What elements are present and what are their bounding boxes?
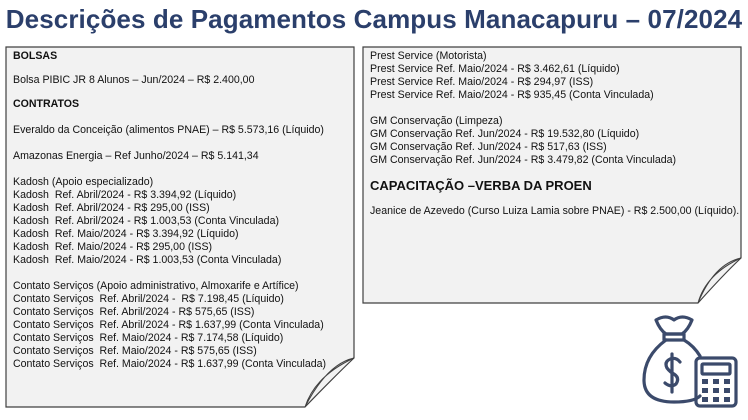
contato-line: Contato Serviços Ref. Maio/2024 - R$ 575,65 (ISS)	[13, 345, 257, 357]
prest-line: Prest Service Ref. Maio/2024 - R$ 3.462,61 (Líquido)	[370, 63, 620, 75]
contato-line: Contato Serviços Ref. Maio/2024 - R$ 7.174,58 (Líquido)	[13, 332, 284, 344]
left-note-content	[13, 50, 326, 371]
prest-line: Prest Service Ref. Maio/2024 - R$ 294,97 (ISS)	[370, 76, 594, 88]
gm-line: GM Conservação Ref. Jun/2024 - R$ 19.532,80 (Líquido)	[370, 128, 640, 140]
contato-line: Contato Serviços Ref. Abril/2024 - R$ 1.637,99 (Conta Vinculada)	[13, 319, 324, 331]
contratos-heading: CONTRATOS	[13, 98, 80, 110]
contato-line: Contato Serviços (Apoio administrativo, Almoxarife e Artífice)	[13, 280, 299, 292]
kadosh-line: Kadosh Ref. Maio/2024 - R$ 295,00 (ISS)	[13, 241, 213, 253]
gm-block	[370, 115, 739, 167]
capacitacao-line: Jeanice de Azevedo (Curso Luiza Lamia sobre PNAE) - R$ 2.500,00 (Líquido).	[370, 205, 740, 217]
gm-line: GM Conservação Ref. Jun/2024 - R$ 3.479,82 (Conta Vinculada)	[370, 154, 677, 166]
kadosh-line: Kadosh Ref. Abril/2024 - R$ 3.394,92 (Líquido)	[13, 189, 237, 201]
bolsa-line: Bolsa PIBIC JR 8 Alunos – Jun/2024 – R$ 2.400,00	[13, 74, 255, 86]
kadosh-line: Kadosh Ref. Abril/2024 - R$ 1.003,53 (Conta Vinculada)	[13, 215, 279, 227]
kadosh-line: Kadosh Ref. Maio/2024 - R$ 3.394,92 (Líquido)	[13, 228, 239, 240]
bolsas-heading: BOLSAS	[13, 50, 58, 62]
prest-line: Prest Service Ref. Maio/2024 - R$ 935,45 (Conta Vinculada)	[370, 89, 654, 101]
money-bag-calculator-icon	[636, 312, 746, 412]
right-note-content	[370, 50, 739, 218]
kadosh-line: Kadosh Ref. Maio/2024 - R$ 1.003,53 (Conta Vinculada)	[13, 254, 282, 266]
prest-line: Prest Service (Motorista)	[370, 50, 487, 62]
gm-line: GM Conservação Ref. Jun/2024 - R$ 517,63 (ISS)	[370, 141, 607, 153]
capacitacao-heading: CAPACITAÇÃO –VERBA DA PROEN	[370, 178, 592, 193]
gm-line: GM Conservação (Limpeza)	[370, 115, 503, 127]
page-title: Descrições de Pagamentos Campus Manacapuru – 07/2024	[5, 4, 743, 34]
amazonas-line: Amazonas Energia – Ref Junho/2024 – R$ 5.141,34	[13, 150, 259, 162]
prest-block	[370, 50, 739, 102]
everaldo-line: Everaldo da Conceição (alimentos PNAE) – R$ 5.573,16 (Líquido)	[13, 124, 324, 136]
contato-block	[13, 280, 326, 371]
kadosh-line: Kadosh (Apoio especializado)	[13, 176, 154, 188]
left-note-panel	[5, 46, 355, 408]
kadosh-block	[13, 176, 326, 267]
contato-line: Contato Serviços Ref. Abril/2024 - R$ 7.198,45 (Líquido)	[13, 293, 284, 305]
contato-line: Contato Serviços Ref. Abril/2024 - R$ 575,65 (ISS)	[13, 306, 255, 318]
right-note-panel	[362, 46, 742, 304]
contato-line: Contato Serviços Ref. Maio/2024 - R$ 1.637,99 (Conta Vinculada)	[13, 358, 327, 370]
kadosh-line: Kadosh Ref. Abril/2024 - R$ 295,00 (ISS)	[13, 202, 210, 214]
